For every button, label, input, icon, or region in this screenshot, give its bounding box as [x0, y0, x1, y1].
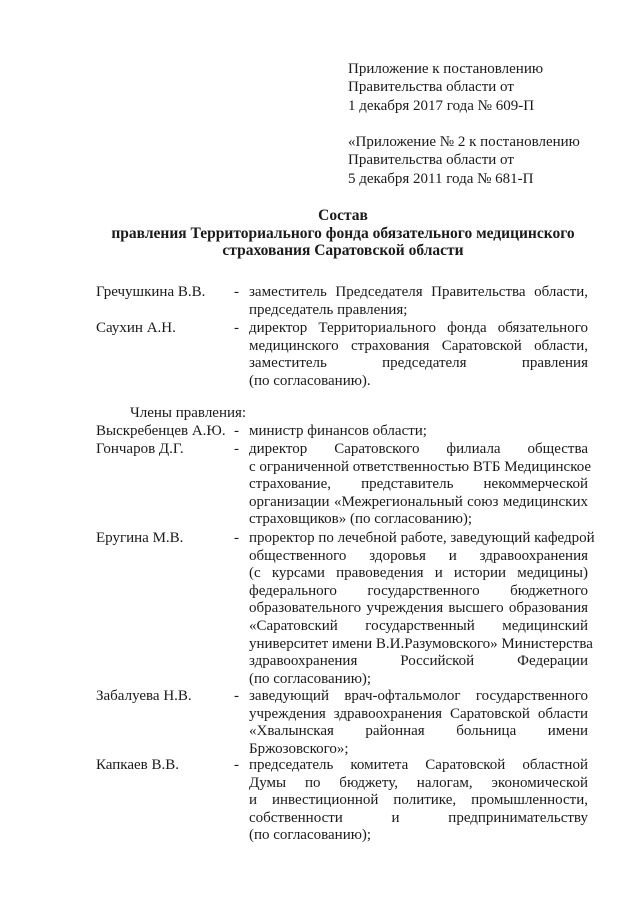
annex-line: Приложение к постановлению: [348, 61, 544, 77]
role-line: Думы по бюджету, налогам, экономической: [249, 774, 588, 791]
person-role: [249, 757, 588, 845]
entry-dash: -: [234, 284, 239, 300]
annex-line: «Приложение № 2 к постановлению: [348, 134, 580, 150]
person-name: Выскребенцев А.Ю.: [96, 423, 226, 439]
annex-current-reference: [348, 60, 543, 115]
person-name: Саухин А.Н.: [96, 320, 176, 336]
role-line: директор Саратовского филиала общества: [249, 441, 588, 457]
role-line: образовательного учреждения высшего образования: [249, 600, 588, 617]
annex-line: Правительства области от: [348, 79, 514, 96]
role-line: министр финансов области;: [249, 423, 427, 439]
role-line: университет имени В.И.Разумовского» Министерства: [249, 635, 593, 652]
person-name: Гончаров Д.Г.: [96, 441, 184, 457]
role-line: «Хвалынская районная больница имени: [249, 723, 588, 740]
entry-dash: -: [234, 688, 239, 704]
annex-previous-reference: [348, 133, 580, 188]
person-role: [249, 688, 588, 758]
person-role: [249, 530, 595, 688]
person-name: Капкаев В.В.: [96, 757, 180, 773]
title-line: правления Территориального фонда обязательного медицинского: [111, 224, 575, 242]
role-line: общественного здоровья и здравоохранения: [249, 547, 588, 564]
role-line: организации «Межрегиональный союз медицинских: [249, 493, 588, 510]
role-line: учреждения здравоохранения Саратовской области: [249, 705, 588, 722]
person-role: [249, 423, 588, 441]
role-line: (по согласованию).: [249, 372, 371, 389]
role-line: и инвестиционной политике, промышленности,: [249, 792, 588, 809]
person-name: Еругина М.В.: [96, 530, 184, 546]
role-line: федерального государственного бюджетного: [249, 582, 588, 599]
role-line: заведующий врач-офтальмолог государственного: [249, 688, 588, 704]
title-line: страхования Саратовской области: [222, 242, 464, 259]
role-line: (по согласованию);: [249, 670, 372, 687]
annex-line: 5 декабря 2011 года № 681-П: [348, 170, 534, 187]
role-line: «Саратовский государственный медицинский: [249, 617, 588, 634]
person-role: [249, 441, 592, 529]
person-name: Гречушкина В.В.: [96, 284, 206, 300]
person-role: [249, 284, 588, 319]
entry-dash: -: [234, 320, 239, 336]
entry-dash: -: [234, 441, 239, 457]
role-line: Бржозовского»;: [249, 740, 349, 757]
person-name: Забалуева Н.В.: [96, 688, 192, 704]
role-line: директор Территориального фонда обязательного: [249, 320, 588, 336]
entry-dash: -: [234, 423, 239, 439]
annex-line: 1 декабря 2017 года № 609-П: [348, 97, 535, 114]
annex-line: Правительства области от: [348, 152, 514, 169]
role-line: (по согласованию);: [249, 827, 372, 844]
role-line: заместитель председателя правления: [249, 355, 588, 372]
title-line: Состав: [318, 207, 368, 224]
role-line: страховщиков» (по согласованию);: [249, 511, 473, 528]
role-line: здравоохранения Российской Федерации: [249, 653, 588, 670]
role-line: с ограниченной ответственностью ВТБ Медицинское: [249, 458, 592, 475]
role-line: медицинского страхования Саратовской области,: [249, 337, 588, 354]
person-role: [249, 320, 588, 390]
document-title: [0, 207, 640, 260]
role-line: заместитель Председателя Правительства области,: [249, 284, 588, 300]
role-line: страхование, представитель некоммерческой: [249, 476, 588, 493]
role-line: председатель правления;: [249, 301, 408, 318]
entry-dash: -: [234, 757, 239, 773]
entry-dash: -: [234, 530, 239, 546]
role-line: проректор по лечебной работе, заведующий кафедрой: [249, 530, 595, 546]
role-line: председатель комитета Саратовской областной: [249, 757, 588, 773]
members-heading: Члены правления:: [130, 405, 247, 421]
role-line: (с курсами правоведения и истории медицины): [249, 565, 588, 582]
role-line: собственности и предпринимательству: [249, 809, 588, 826]
